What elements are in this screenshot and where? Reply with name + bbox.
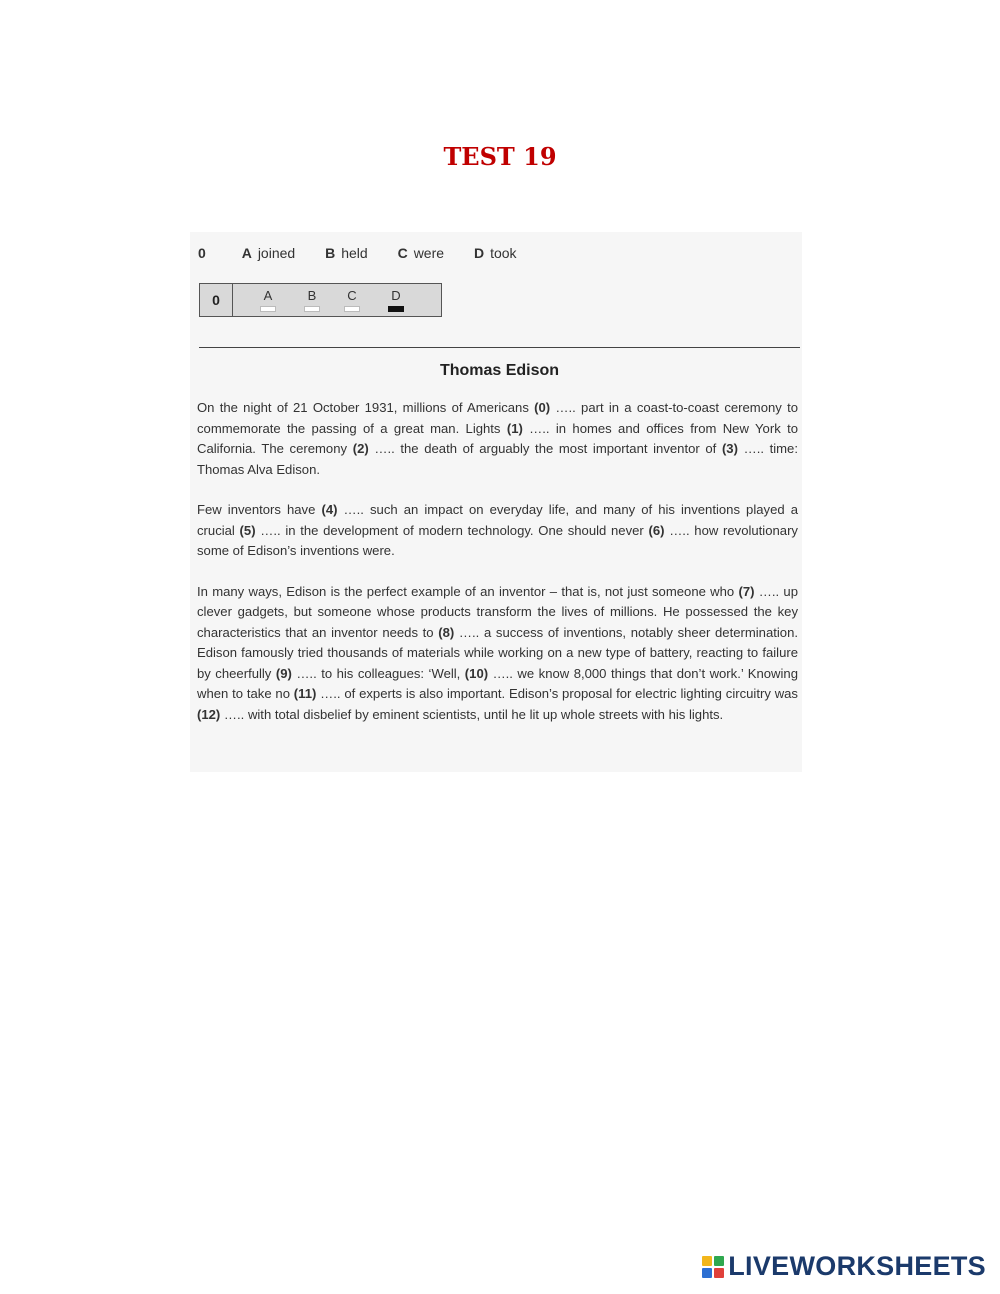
divider-line (199, 347, 800, 348)
answer-box-col-b: B (302, 288, 322, 312)
passage-paragraph-3: In many ways, Edison is the perfect example of an inventor – that is, not just someone who (7) ….. up clever gadgets, but someone whose products transform the lives of millions. He possessed the key characteristics that an inventor needs to (8) ….. a success of inventions, notably sheer determination. Edison famously tried thousands of materials while working on a new type of battery, reacting to failure by cheerfully (9) ….. to his colleagues: ‘Well, (10) ….. we know 8,000 things that don’t work.’ Knowing when to take no (11) ….. of experts is also important. Edison’s proposal for electric lighting circuitry was (12) ….. with total disbelief by eminent scientists, until he lit up whole streets with his lights. (197, 583, 798, 722)
answer-box-col-d: D (386, 288, 406, 312)
answer-box-number: 0 (200, 284, 233, 316)
example-number: 0 (198, 245, 206, 261)
logo-square (702, 1256, 712, 1266)
example-answer-box (199, 283, 442, 317)
answer-mark (304, 306, 320, 312)
example-option-c: C were (397, 245, 445, 261)
passage-body (197, 398, 798, 745)
passage-paragraph-1: On the night of 21 October 1931, millions of Americans (0) ….. part in a coast-to-coast ceremony to commemorate the passing of a great man. Lights (1) ….. in homes and offices from New York to California. The ceremony (2) ….. the death of arguably the most important inventor of (3) ….. time: Thomas Alva Edison. (197, 400, 798, 477)
answer-mark (388, 306, 404, 312)
page-title: TEST 19 (443, 142, 557, 171)
example-option-a: A joined (241, 245, 296, 261)
example-option-b: B held (325, 245, 368, 261)
liveworksheets-logo[interactable] (702, 1251, 986, 1282)
example-option-d: D took (473, 245, 517, 261)
logo-square (714, 1268, 724, 1278)
example-options (198, 245, 543, 261)
passage-title: Thomas Edison (439, 362, 560, 379)
answer-box-col-a: A (258, 288, 278, 312)
logo-square (702, 1268, 712, 1278)
answer-box-col-c: C (342, 288, 362, 312)
logo-grid-icon (702, 1256, 724, 1278)
answer-mark (344, 306, 360, 312)
passage-paragraph-2: Few inventors have (4) ….. such an impact on everyday life, and many of his inventions played a crucial (5) ….. in the development of modern technology. One should never (6) ….. how revolutionary some of Edison’s inventions were. (197, 502, 798, 558)
answer-mark (260, 306, 276, 312)
logo-square (714, 1256, 724, 1266)
logo-text: LIVEWORKSHEETS (728, 1251, 986, 1281)
